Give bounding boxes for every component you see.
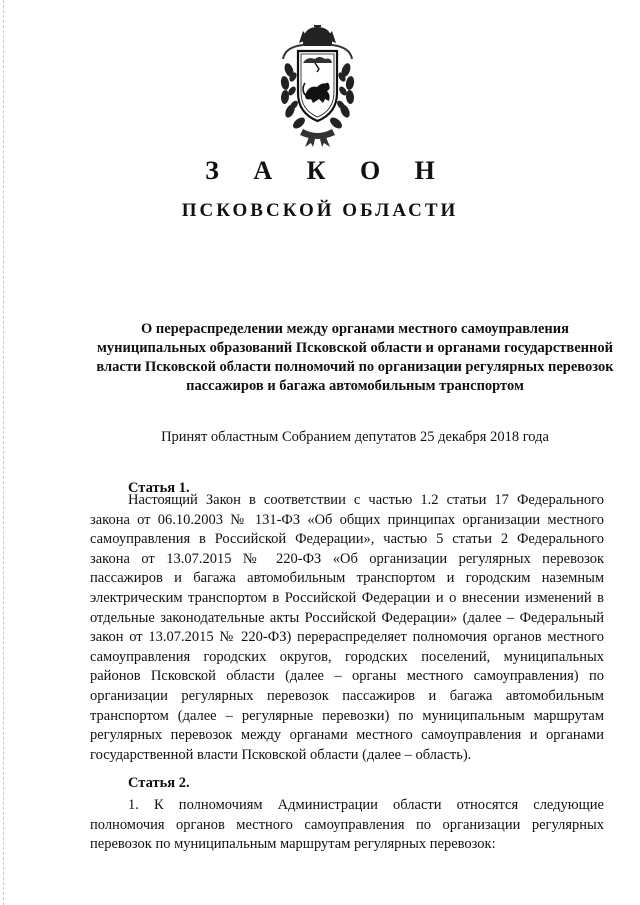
article-1-text: Настоящий Закон в соответствии с частью 1.2 статьи 17 Федерального закона от 06.10.2003 № 131-ФЗ «Об общих принципах организации местного самоуправления в Российской Федерации», частью 5 статьи 2 Федерального закона от 13.07.2015 № 220-ФЗ «Об организации регулярных перевозок пассажиров и багажа автомобильным транспортом и городским наземным электрическим транспортом в Российской Федерации и о внесении изменений в отдельные законодательные акты Российской Федерации» (далее – Федеральный закон от 13.07.2015 № 220-ФЗ) перераспределяет полномочия органов местного самоуправления городских округов, городских поселений, муниципальных районов Псковской области (далее – органы местного самоуправления) по организации регулярных перевозок пассажиров и багажа автомобильным транспортом (далее – регулярные перевозки) по муниципальным маршрутам регулярных перевозок между органами местного самоуправления и органами государственной власти Псковской области (далее – область). <box>90 492 604 763</box>
scan-edge-line <box>3 0 4 905</box>
adoption-line: Принят областным Собранием депутатов 25 декабря 2018 года <box>161 429 549 445</box>
law-subtitle: ПСКОВСКОЙ ОБЛАСТИ <box>181 200 459 221</box>
article-2-text: 1. К полномочиям Администрации области относятся следующие полномочия органов местного самоуправления по организации регулярных перевозок по муниципальным маршрутам регулярных перевозок: <box>90 797 604 853</box>
law-title: З А К О Н <box>205 156 449 185</box>
pskov-coat-of-arms-icon <box>265 25 370 150</box>
article-2-title: Статья 2. <box>128 775 190 791</box>
article-1-title: Статья 1. <box>128 480 190 496</box>
document-heading: О перераспределении между органами местного самоуправления муниципальных образований Псковской области и органами государственной власти Псковской области полномочий по организации регулярных перевозок пассажиров и багажа автомобильным транспортом <box>96 321 614 394</box>
